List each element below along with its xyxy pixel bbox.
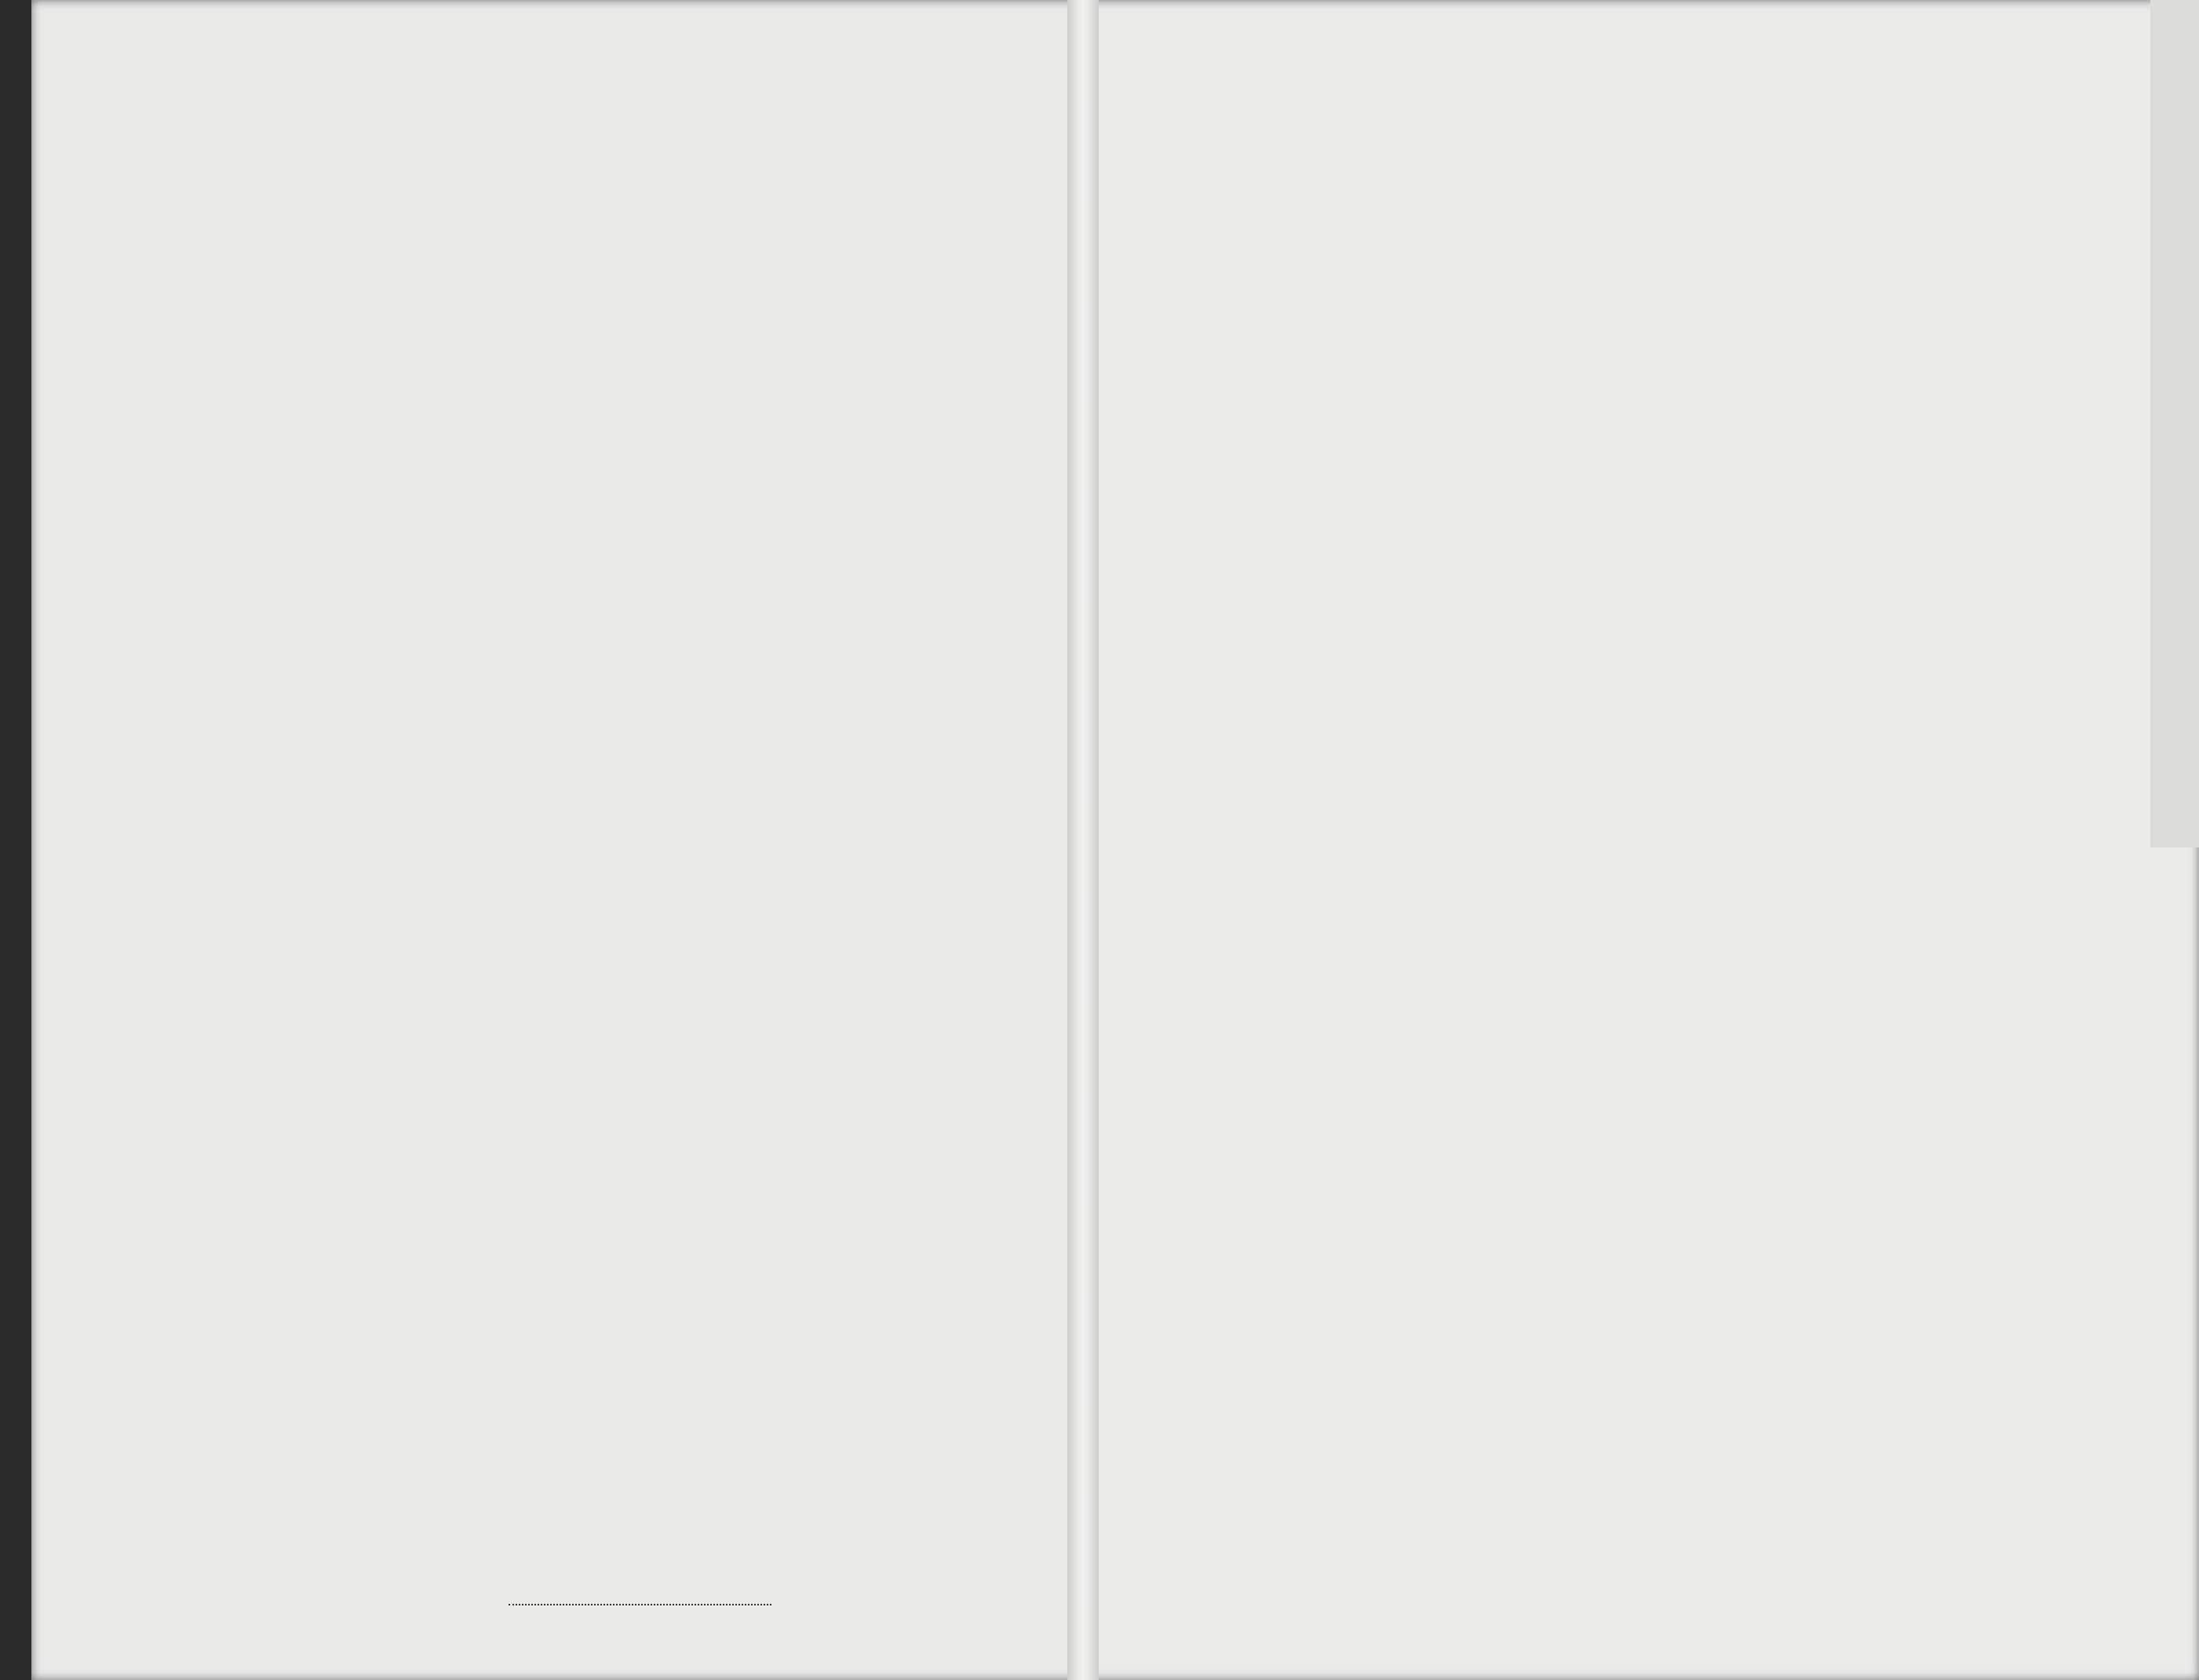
book-gutter xyxy=(1067,0,1099,1680)
right-page xyxy=(1081,0,2199,1680)
left-page xyxy=(31,0,1083,1680)
folded-page-flap xyxy=(2150,0,2199,847)
signature-line[interactable] xyxy=(509,1604,771,1605)
